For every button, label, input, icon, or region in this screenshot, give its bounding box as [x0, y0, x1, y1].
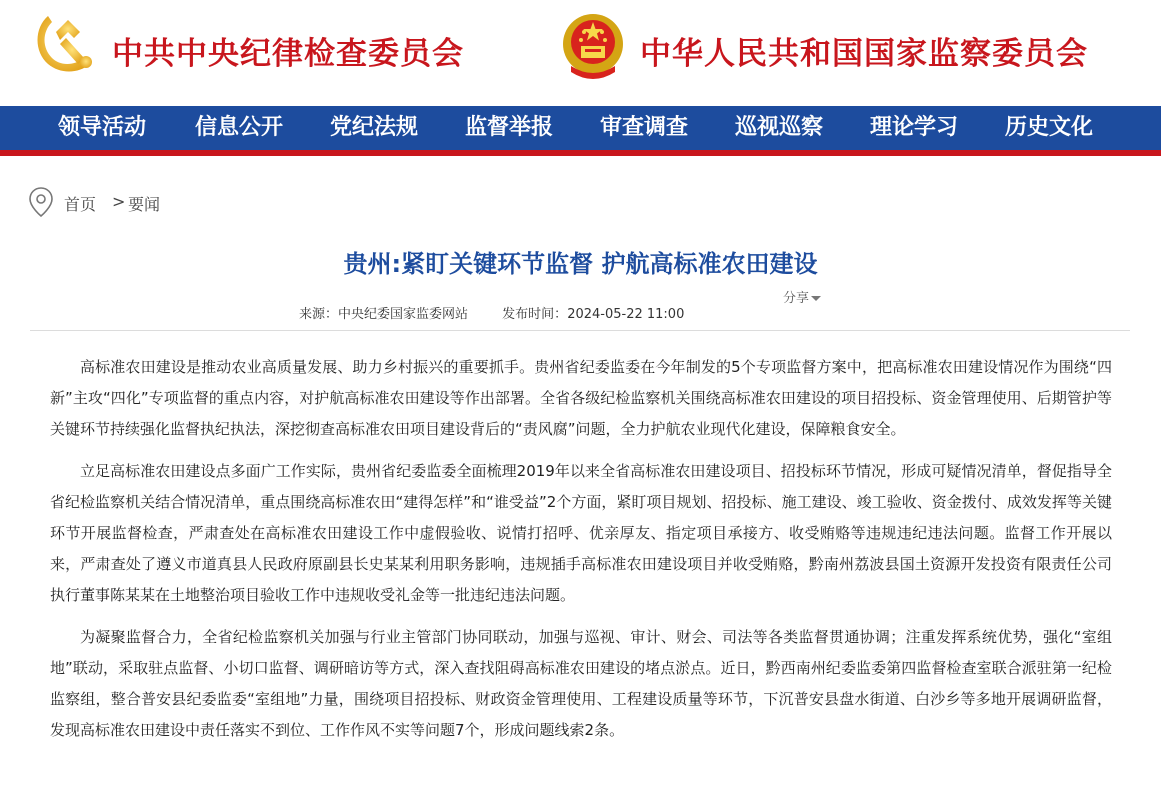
article-paragraph: 高标准农田建设是推动农业高质量发展、助力乡村振兴的重要抓手。贵州省纪委监委在今年制发的5个专项监督方案中，把高标准农田建设情况作为围绕“四新”主攻“四化”专项监督的重点内容，对护航高标准农田建设等作出部署。全省各级纪检监察机关围绕高标准农田建设的项目招投标、资金管理使用、后期管护等关键环节持续强化监督执纪执法，深挖彻查高标准农田项目建设背后的“责风腐”问题，全力护航农业现代化建设，保障粮食安全。	[50, 358, 1112, 438]
nav-item-theory[interactable]: 理论学习	[870, 114, 959, 140]
share-label: 分享	[783, 291, 810, 306]
source-label: 来源：	[299, 307, 339, 322]
party-emblem-icon[interactable]	[30, 8, 98, 78]
article-paragraph: 立足高标准农田建设点多面广工作实际，贵州省纪委监委全面梳理2019年以来全省高标准农田建设项目、招投标环节情况，形成可疑情况清单，督促指导全省纪检监察机关结合情况清单，重点围绕高标准农田“建得怎样”和“谁受益”2个方面，紧盯项目规划、招投标、施工建设、竣工验收、资金拨付、成效发挥等关键环节开展监督检查，严肃查处在高标准农田建设工作中虚假验收、说情打招呼、优亲厚友、指定项目承接方、收受贿赂等违规违纪违法问题。监督工作开展以来，严肃查处了遵义市道真县人民政府原副县长史某某利用职务影响，违规插手高标准农田建设项目并收受贿赂，黔南州荔波县国土资源开发投资有限责任公司执行董事陈某某在土地整治项目验收工作中违规收受礼金等一批违纪违法问题。	[50, 462, 1112, 604]
source-info	[299, 307, 468, 322]
nav-item-report[interactable]: 监督举报	[465, 114, 554, 140]
location-pin-icon	[28, 186, 54, 218]
time-label: 发布时间：	[502, 307, 568, 322]
nav-item-history[interactable]: 历史文化	[1005, 114, 1094, 140]
org1-title[interactable]: 中共中央纪律检查委员会	[112, 36, 464, 72]
share-button[interactable]	[783, 287, 821, 306]
caret-down-icon	[811, 296, 821, 301]
breadcrumb-home[interactable]: 首页	[64, 195, 97, 214]
national-emblem-icon[interactable]	[557, 6, 629, 86]
publish-time	[502, 307, 684, 322]
article-title: 贵州:紧盯关键环节监督 护航高标准农田建设	[343, 250, 818, 278]
main-nav	[0, 106, 1161, 150]
breadcrumb-separator: >	[112, 192, 126, 211]
nav-item-inspection[interactable]: 巡视巡察	[735, 114, 824, 140]
nav-item-info-disclosure[interactable]: 信息公开	[195, 114, 284, 140]
nav-item-party-regulations[interactable]: 党纪法规	[330, 114, 419, 140]
nav-item-investigation[interactable]: 审查调查	[600, 114, 689, 140]
source-value: 中央纪委国家监委网站	[338, 307, 469, 322]
article-paragraph: 为凝聚监督合力，全省纪检监察机关加强与行业主管部门协同联动，加强与巡视、审计、财会、司法等各类监督贯通协调；注重发挥系统优势，强化“室组地”联动，采取驻点监督、小切口监督、调研暗访等方式，深入查找阻碍高标准农田建设的堵点淤点。近日，黔西南州纪委监委第四监督检查室联合派驻第一纪检监察组，整合普安县纪委监委“室组地”力量，围绕项目招投标、财政资金管理使用、工程建设质量等环节，下沉普安县盘水街道、白沙乡等多地开展调研监督，发现高标准农田建设中责任落实不到位、工作作风不实等问题7个，形成问题线索2条。	[50, 628, 1112, 739]
nav-item-leadership[interactable]: 领导活动	[58, 114, 147, 140]
time-value: 2024-05-22 11:00	[567, 307, 685, 322]
divider	[30, 330, 1130, 331]
org2-title[interactable]: 中华人民共和国国家监察委员会	[640, 36, 1088, 72]
breadcrumb-current[interactable]: 要闻	[128, 195, 161, 214]
article-meta	[299, 303, 714, 322]
article-body	[50, 352, 1112, 757]
site-header	[0, 0, 1161, 106]
nav-underline	[0, 150, 1161, 156]
